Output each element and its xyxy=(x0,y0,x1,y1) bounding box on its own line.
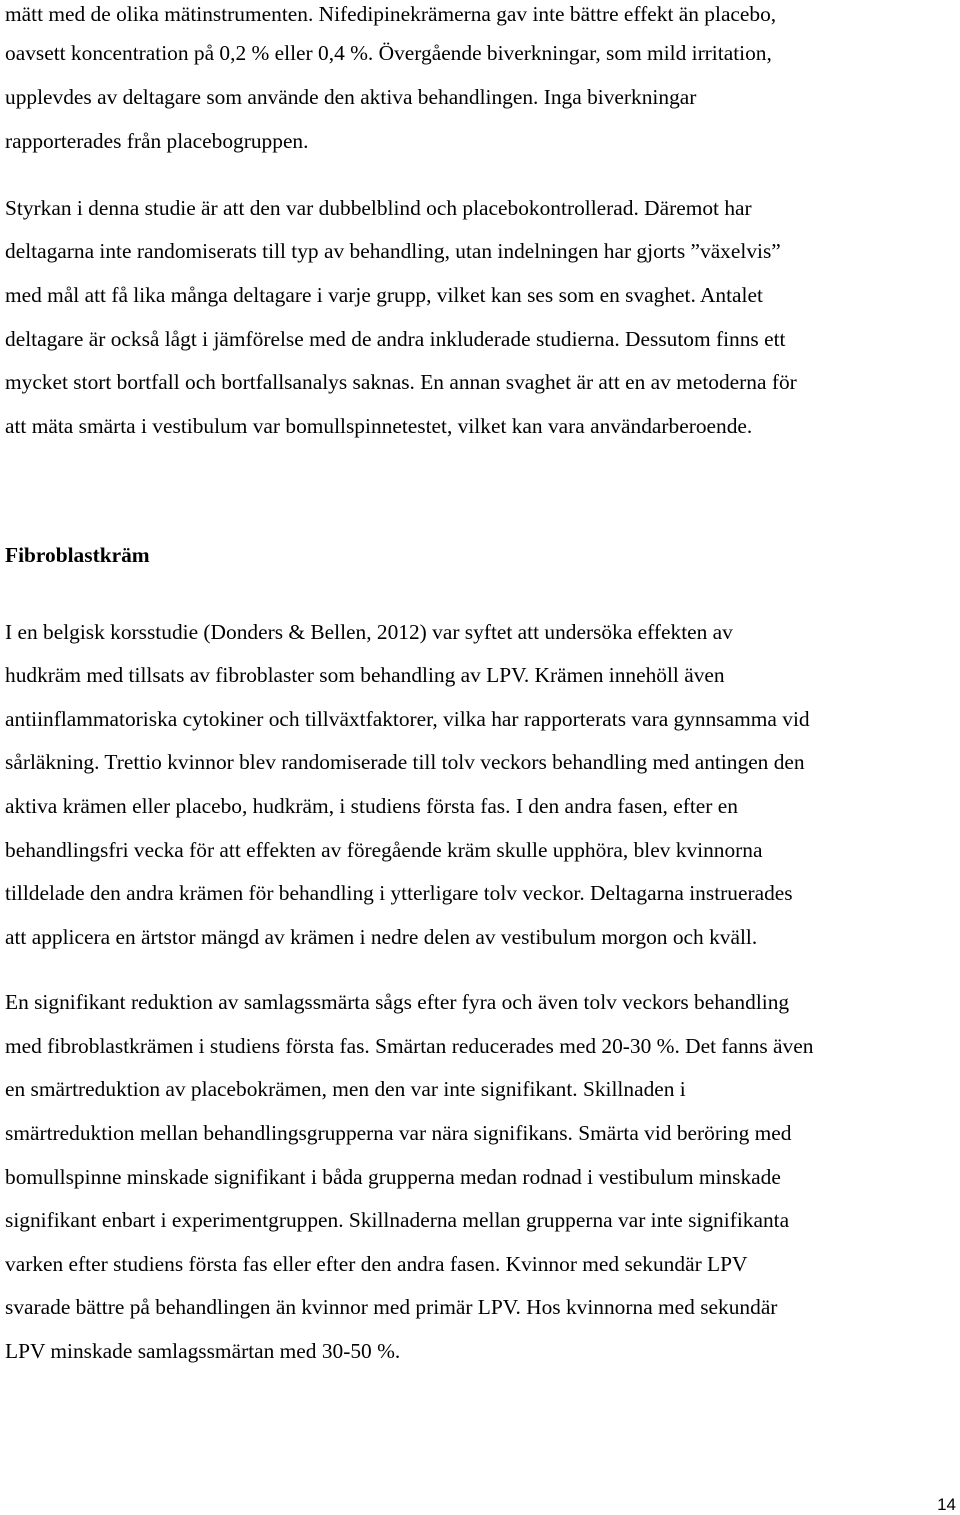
text-line: antiinflammatoriska cytokiner och tillväxtfaktorer, vilka har rapporterats vara gynnsamma vid xyxy=(5,707,810,731)
text-line: deltagare är också lågt i jämförelse med de andra inkluderade studierna. Dessutom finns ett xyxy=(5,327,786,351)
text-line: aktiva krämen eller placebo, hudkräm, i studiens första fas. I den andra fasen, efter en xyxy=(5,794,738,818)
text-line: behandlingsfri vecka för att effekten av föregående kräm skulle upphöra, blev kvinnorna xyxy=(5,838,763,862)
text-line: mycket stort bortfall och bortfallsanalys saknas. En annan svaghet är att en av metoderna för xyxy=(5,370,797,394)
text-line: signifikant enbart i experimentgruppen. Skillnaderna mellan grupperna var inte signifikanta xyxy=(5,1208,790,1232)
text-line: en smärtreduktion av placebokrämen, men den var inte signifikant. Skillnaden i xyxy=(5,1077,686,1101)
text-line: hudkräm med tillsats av fibroblaster som behandling av LPV. Krämen innehöll även xyxy=(5,663,725,687)
text-line: sårläkning. Trettio kvinnor blev randomiserade till tolv veckors behandling med antingen den xyxy=(5,750,805,774)
page-number: 14 xyxy=(937,1495,956,1514)
text-line: rapporterades från placebogruppen. xyxy=(5,129,309,153)
text-line: mätt med de olika mätinstrumenten. Nifedipinekrämerna gav inte bättre effekt än placebo, xyxy=(5,2,777,26)
text-line: Styrkan i denna studie är att den var dubbelblind och placebokontrollerad. Däremot har xyxy=(5,196,752,220)
text-line: att applicera en ärtstor mängd av krämen i nedre delen av vestibulum morgon och kväll. xyxy=(5,925,758,949)
text-line: LPV minskade samlagssmärtan med 30-50 %. xyxy=(5,1339,401,1363)
text-line: att mäta smärta i vestibulum var bomullspinnetestet, vilket kan vara användarberoende. xyxy=(5,414,753,438)
text-line: med fibroblastkrämen i studiens första fas. Smärtan reducerades med 20-30 %. Det fanns även xyxy=(5,1034,814,1058)
text-line: En signifikant reduktion av samlagssmärta sågs efter fyra och även tolv veckors behandling xyxy=(5,990,790,1014)
text-line: I en belgisk korsstudie (Donders & Bellen, 2012) var syftet att undersöka effekten av xyxy=(5,620,733,644)
text-line: deltagarna inte randomiserats till typ av behandling, utan indelningen har gjorts ”växelvis” xyxy=(5,239,781,263)
section-heading: Fibroblastkräm xyxy=(5,543,150,567)
text-line: tilldelade den andra krämen för behandling i ytterligare tolv veckor. Deltagarna instruerades xyxy=(5,881,793,905)
text-line: smärtreduktion mellan behandlingsgrupperna var nära signifikans. Smärta vid beröring med xyxy=(5,1121,792,1145)
text-line: oavsett koncentration på 0,2 % eller 0,4 %. Övergående biverkningar, som mild irritation, xyxy=(5,41,772,65)
text-line: upplevdes av deltagare som använde den aktiva behandlingen. Inga biverkningar xyxy=(5,85,697,109)
text-line: varken efter studiens första fas eller efter den andra fasen. Kvinnor med sekundär LPV xyxy=(5,1252,748,1276)
text-line: med mål att få lika många deltagare i varje grupp, vilket kan ses som en svaghet. Antalet xyxy=(5,283,763,307)
text-line: bomullspinne minskade signifikant i båda grupperna medan rodnad i vestibulum minskade xyxy=(5,1165,781,1189)
text-line: svarade bättre på behandlingen än kvinnor med primär LPV. Hos kvinnorna med sekundär xyxy=(5,1295,778,1319)
